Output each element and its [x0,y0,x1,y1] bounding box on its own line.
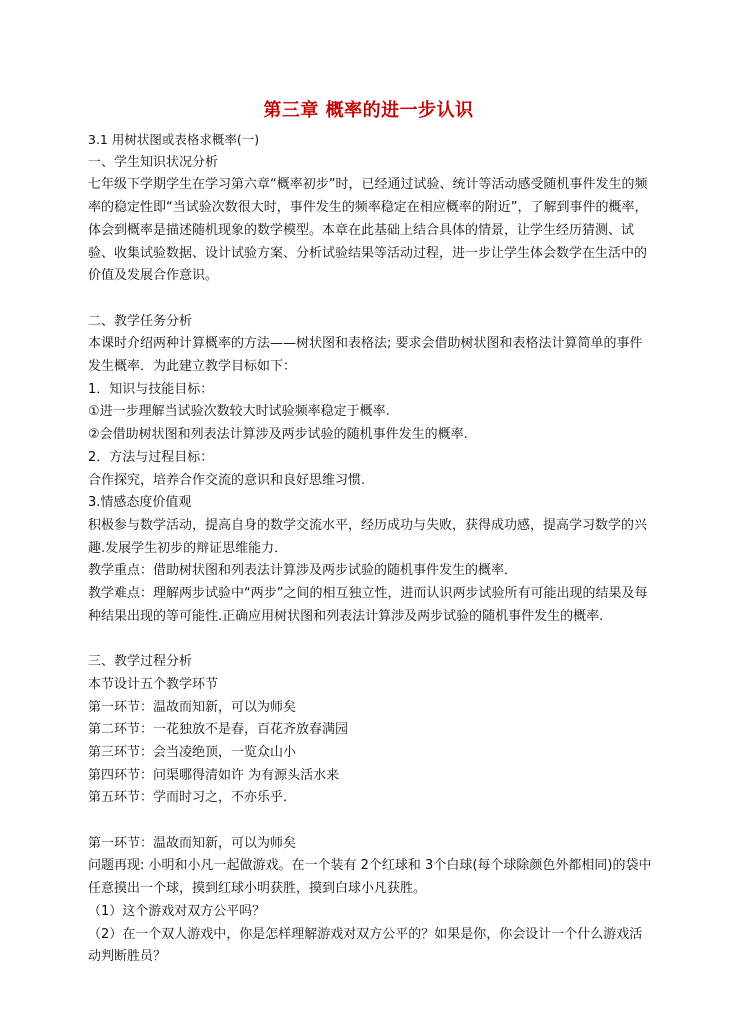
list-item: 第四环节：问渠哪得清如许 为有源头活水来 [88,767,340,783]
paragraph: 教学重点：借助树状图和列表法计算涉及两步试验的随机事件发生的概率． [88,563,518,579]
list-item: 第一环节：温故而知新，可以为师矣 [88,699,297,715]
chapter-title: 第三章 概率的进一步认识 [263,100,474,121]
list-heading: 1．知识与技能目标： [88,381,214,397]
paragraph: 积极参与数学活动，提高自身的数学交流水平，经历成功与失败，获得成功感，提高学习数学的兴趣.发展学生初步的辩证思维能力． [88,517,648,556]
list-item: ①进一步理解当试验次数较大时试验频率稳定于概率. [88,404,390,420]
blank-line [88,288,654,311]
section-heading: 一、学生知识状况分析 [88,154,219,170]
list-item: 第三环节：会当凌绝顶，一览众山小 [88,744,297,760]
blank-line [88,628,654,651]
list-heading: 2．方法与过程目标： [88,449,214,465]
paragraph: 教学难点：理解两步试验中“两步”之间的相互独立性，进而认识两步试验所有可能出现的结果及每种结果出现的等可能性.正确应用树状图和列表法计算涉及两步试验的随机事件发生的概率. [88,586,648,624]
list-item: 第二环节：一花独放不是春，百花齐放春满园 [88,722,349,738]
question: （2）在一个双人游戏中，你是怎样理解游戏对双方公平的？如果是你，你会设计一个什么游戏活动判断胜员？ [88,926,643,965]
list-item: 第五环节：学而时习之，不亦乐乎． [88,790,297,806]
paragraph: 七年级下学期学生在学习第六章“概率初步”时，已经通过试验、统计等活动感受随机事件发生的频率的稳定性即“当试验次数很大时，事件发生的频率稳定在相应概率的附近”，了解到事件的概率，体会到概率是描述随机现象的数学模型。本章在此基础上结合具体的情景，让学生经历猜测、试验、收集试验数据、设计试验方案、分析试验结果等活动过程，进一步让学生体会数学在生活中的价值及发展合作意识。 [88,177,648,284]
paragraph: 合作探究，培养合作交流的意识和良好思维习惯. [88,472,366,488]
paragraph: 本课时介绍两种计算概率的方法——树状图和表格法; 要求会借助树状图和表格法计算简单的事件发生概率．为此建立教学目标如下： [88,336,643,375]
question: （1）这个游戏对双方公平吗？ [88,903,266,919]
list-item: ②会借助树状图和列表法计算涉及两步试验的随机事件发生的概率. [88,427,468,443]
section-heading: 3.1 用树状图或表格求概率(一) [88,132,260,147]
section-heading: 第一环节：温故而知新，可以为师矣 [88,835,297,851]
paragraph: 问题再现: 小明和小凡一起做游戏。在一个装有 2个红球和 3个白球(每个球除颜色外都相同)的袋中任意摸出一个球，摸到红球小明获胜，摸到白球小凡获胜。 [88,858,652,897]
paragraph: 本节设计五个教学环节 [88,676,219,692]
list-heading: 3.情感态度价值观 [88,495,192,511]
document-body [88,129,654,969]
section-heading: 三、教学过程分析 [88,654,193,670]
blank-line [88,810,654,833]
section-heading: 二、教学任务分析 [88,313,193,329]
